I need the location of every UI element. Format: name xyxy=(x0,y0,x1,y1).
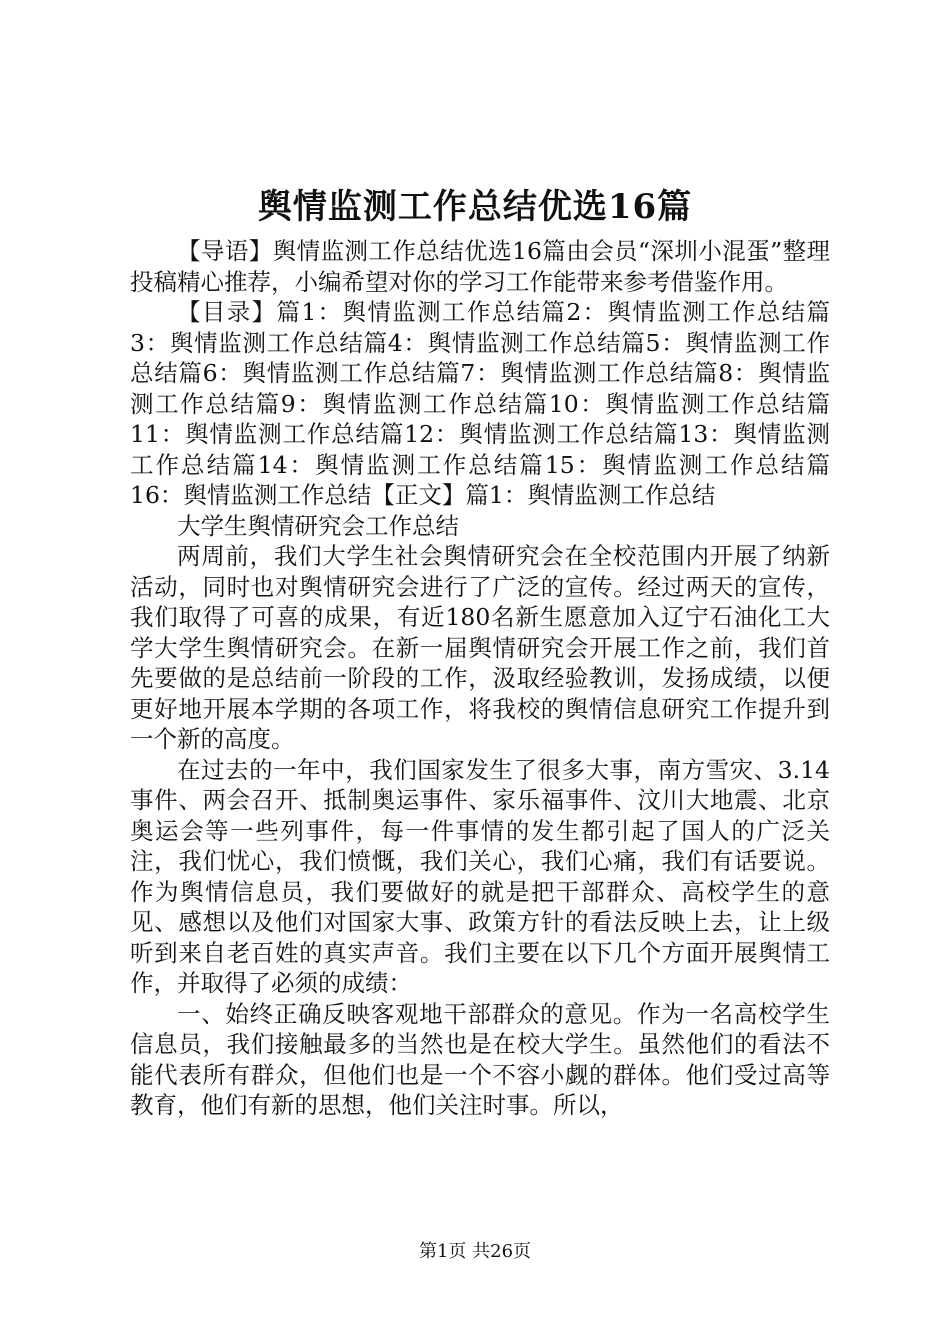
body-paragraph: 一、始终正确反映客观地干部群众的意见。作为一名高校学生信息员，我们接触最多的当然也是在校大学生。虽然他们的看法不能代表所有群众，但他们也是一个不容小觑的群体。他们受过高等教育，他们有新的思想，他们关注时事。所以， xyxy=(130,999,830,1119)
document-body xyxy=(130,236,830,1121)
body-paragraph: 在过去的一年中，我们国家发生了很多大事，南方雪灾、3.14事件、两会召开、抵制奥运事件、家乐福事件、汶川大地震、北京奥运会等一些列事件，每一件事情的发生都引起了国人的广泛关注，我们忧心，我们愤慨，我们关心，我们心痛，我们有话要说。作为舆情信息员，我们要做好的就是把干部群众、高校学生的意见、感想以及他们对国家大事、政策方针的看法反映上去，让上级听到来自老百姓的真实声音。我们主要在以下几个方面开展舆情工作，并取得了必须的成绩： xyxy=(130,755,830,997)
section-heading: 大学生舆情研究会工作总结 xyxy=(177,511,459,540)
intro-paragraph: 【导语】舆情监测工作总结优选16篇由会员“深圳小混蛋”整理投稿精心推荐，小编希望对你的学习工作能带来参考借鉴作用。 xyxy=(130,237,830,296)
contents-paragraph: 【目录】篇1：舆情监测工作总结篇2：舆情监测工作总结篇3：舆情监测工作总结篇4：舆情监测工作总结篇5：舆情监测工作总结篇6：舆情监测工作总结篇7：舆情监测工作总结篇8：舆情监测工作总结篇9：舆情监测工作总结篇10：舆情监测工作总结篇11：舆情监测工作总结篇12：舆情监测工作总结篇13：舆情监测工作总结篇14：舆情监测工作总结篇15：舆情监测工作总结篇16：舆情监测工作总结【正文】篇1：舆情监测工作总结 xyxy=(130,298,830,509)
document-title: 舆情监测工作总结优选16篇 xyxy=(257,187,693,227)
body-paragraph: 两周前，我们大学生社会舆情研究会在全校范围内开展了纳新活动，同时也对舆情研究会进行了广泛的宣传。经过两天的宣传，我们取得了可喜的成果，有近180名新生愿意加入辽宁石油化工大学大学生舆情研究会。在新一届舆情研究会开展工作之前，我们首先要做的是总结前一阶段的工作，汲取经验教训，发扬成绩，以便更好地开展本学期的各项工作，将我校的舆情信息研究工作提升到一个新的高度。 xyxy=(130,542,830,753)
page-number: 第1页 共26页 xyxy=(418,1241,532,1262)
